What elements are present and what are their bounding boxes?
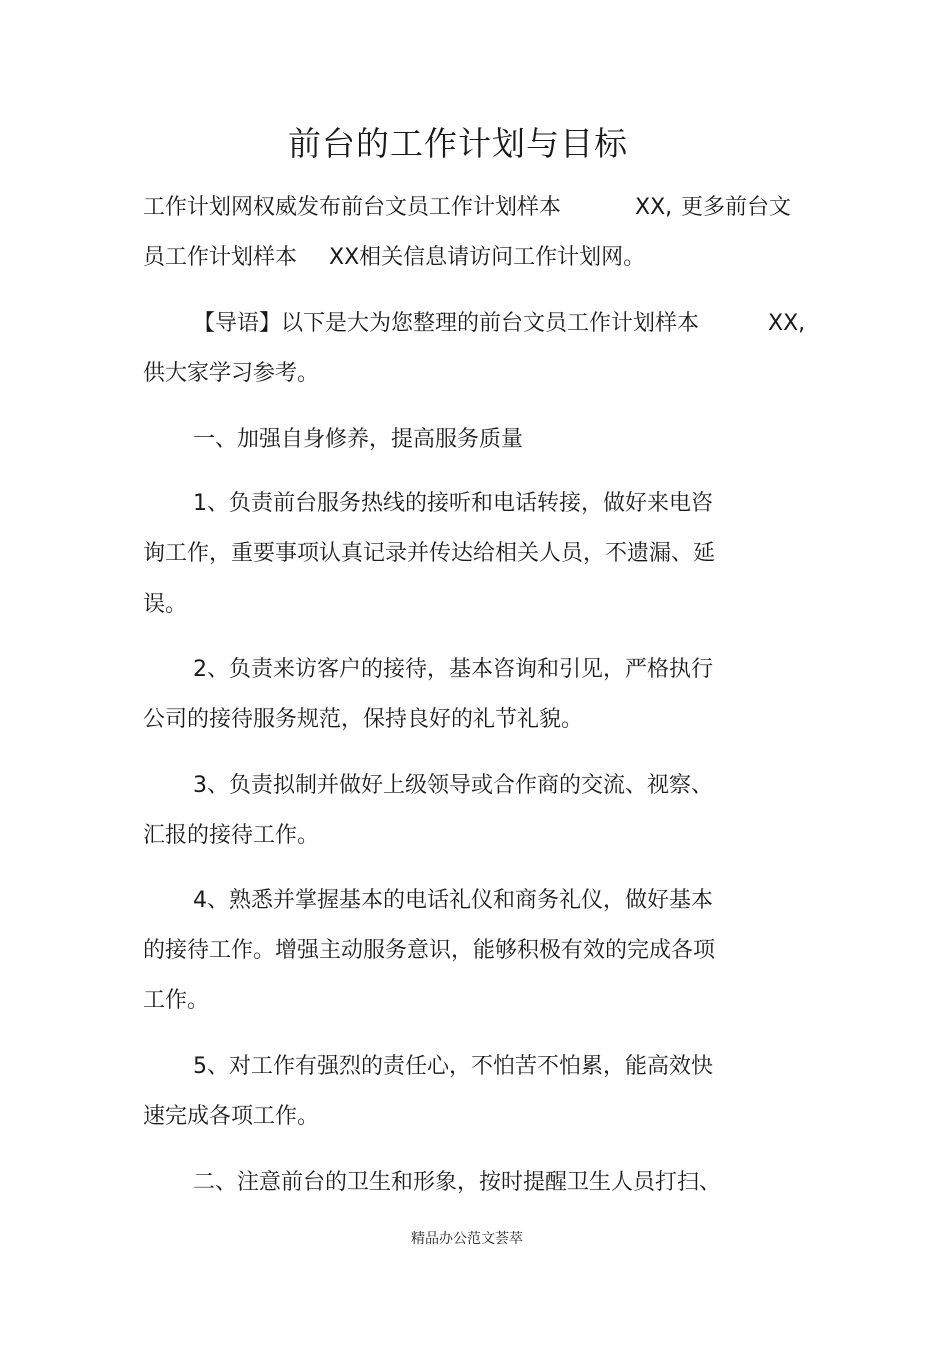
intro-line-1 <box>143 193 561 223</box>
intro-line-2b <box>329 243 645 273</box>
item3-line-1: 3、负责拟制并做好上级领导或合作商的交流、视察、 <box>193 773 713 798</box>
section2-heading: 二、注意前台的卫生和形象，按时提醒卫生人员打扫、 <box>193 1170 722 1195</box>
intro-line-1-xx <box>635 193 672 223</box>
lead-line-1 <box>193 309 699 339</box>
intro-text-1c: 更多前台文 <box>681 195 792 220</box>
intro-text-2a: 员工作计划样本 <box>143 245 298 270</box>
item2-line-2: 公司的接待服务规范，保持良好的礼节礼貌。 <box>143 707 584 732</box>
document-title: 前台的工作计划与目标 <box>288 124 628 163</box>
page-footer: 精品办公范文荟萃 <box>411 1231 523 1247</box>
lead-line-2: 供大家学习参考。 <box>143 361 320 386</box>
lead-text-1b: XX, <box>768 311 806 336</box>
item1-line-3: 误。 <box>143 592 188 617</box>
intro-text-2b: XX相关信息请访问工作计划网。 <box>329 245 646 270</box>
item4-line-3: 工作。 <box>143 988 210 1013</box>
lead-line-1-xx <box>768 309 805 339</box>
item4-line-2: 的接待工作。增强主动服务意识，能够积极有效的完成各项 <box>143 938 716 963</box>
intro-line-1-tail <box>681 193 791 223</box>
lead-text-1a: 【导语】以下是大为您整理的前台文员工作计划样本 <box>193 311 700 336</box>
item5-line-1: 5、对工作有强烈的责任心，不怕苦不怕累，能高效快 <box>193 1054 713 1079</box>
item3-line-2: 汇报的接待工作。 <box>143 823 320 848</box>
section1-heading: 一、加强自身修养，提高服务质量 <box>193 427 524 452</box>
item2-line-1: 2、负责来访客户的接待，基本咨询和引见，严格执行 <box>193 657 713 682</box>
item5-line-2: 速完成各项工作。 <box>143 1104 320 1129</box>
intro-line-2a <box>143 243 297 273</box>
item1-line-1: 1、负责前台服务热线的接听和电话转接，做好来电咨 <box>193 491 713 516</box>
intro-text-1a: 工作计划网权威发布前台文员工作计划样本 <box>143 195 562 220</box>
item4-line-1: 4、熟悉并掌握基本的电话礼仪和商务礼仪，做好基本 <box>193 888 713 913</box>
intro-text-1b: XX, <box>635 195 673 220</box>
item1-line-2: 询工作，重要事项认真记录并传达给相关人员，不遗漏、延 <box>143 541 716 566</box>
